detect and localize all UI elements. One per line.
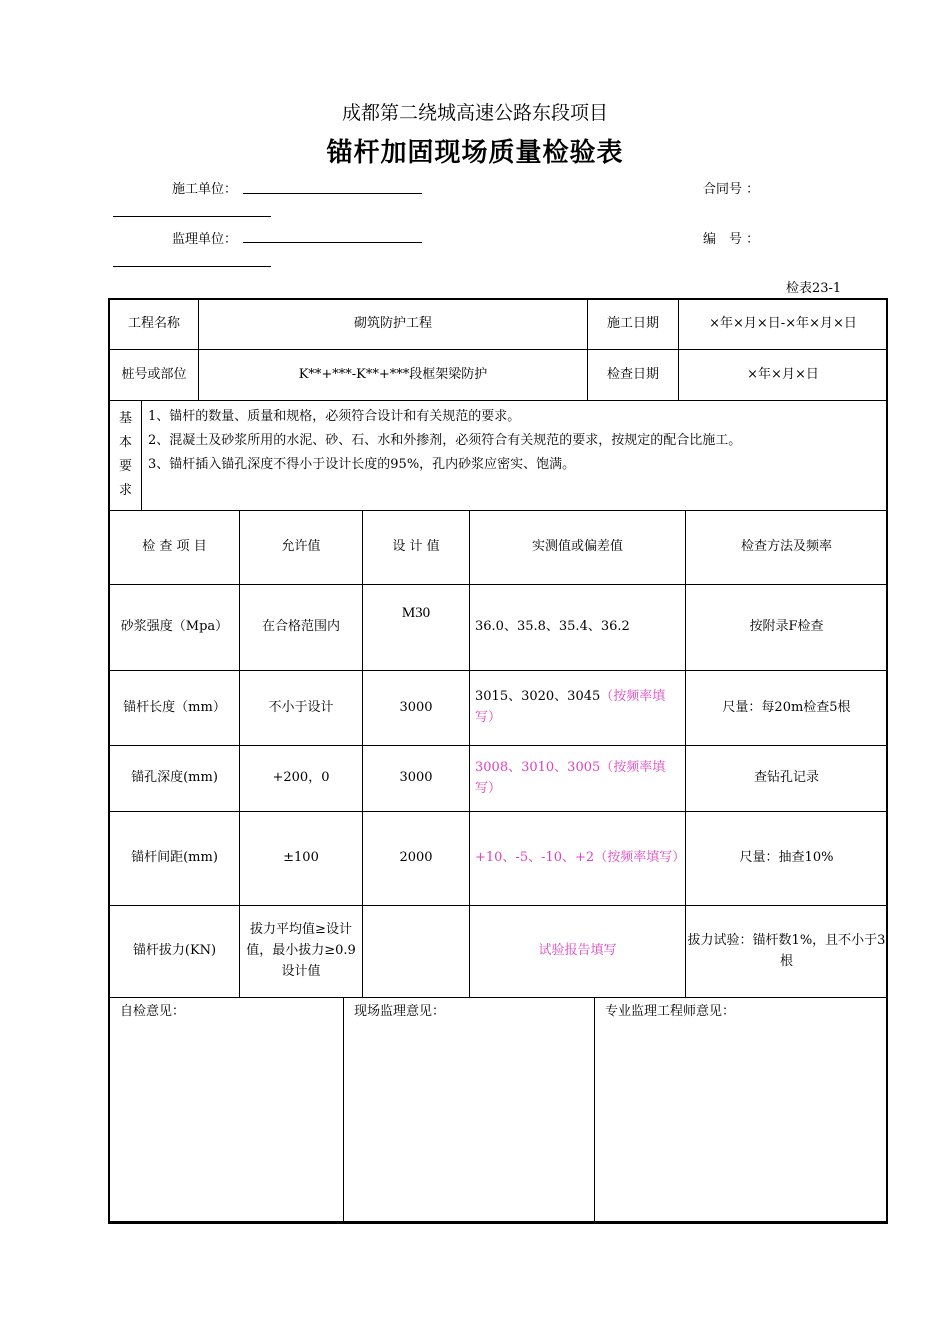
form-number: 检表23-1 <box>786 281 842 296</box>
measured-cell <box>470 746 686 812</box>
table-row <box>110 746 888 812</box>
table-row <box>110 671 888 746</box>
station-label: 桩号或部位 <box>110 350 199 401</box>
header-measured: 实测值或偏差值 <box>470 511 686 585</box>
method-cell: 拔力试验：锚杆数1%，且不小于3根 <box>686 906 888 998</box>
requirement-item: 2、混凝土及砂浆所用的水泥、砂、石、水和外掺剂，必须符合有关规范的要求，按规定的配合比施工。 <box>148 433 742 448</box>
measured-note: （按频率填写） <box>475 689 666 725</box>
req-side-char: 求 <box>118 483 132 498</box>
project-name-label: 工程名称 <box>110 300 199 350</box>
project-name-value: 砌筑防护工程 <box>199 300 588 350</box>
requirement-item: 1、锚杆的数量、质量和规格，必须符合设计和有关规范的要求。 <box>148 409 521 424</box>
measured-values: 36.0、35.8、35.4、36.2 <box>475 619 630 635</box>
table-row <box>110 585 888 671</box>
site-supervision-opinion[interactable]: 现场监理意见： <box>344 998 595 1222</box>
measured-cell <box>470 906 686 998</box>
opinions-table <box>109 997 888 1222</box>
measured-cell <box>470 585 686 671</box>
allowed-cell: 在合格范围内 <box>240 585 363 671</box>
requirements-side-label <box>110 401 142 511</box>
construction-unit-label: 施工单位： <box>172 182 238 197</box>
supervision-unit-label: 监理单位： <box>172 232 238 247</box>
requirements-list <box>142 401 888 511</box>
method-cell: 尺量：抽查10% <box>686 812 888 906</box>
item-cell: 砂浆强度（Mpa） <box>110 585 240 671</box>
table-row <box>110 812 888 906</box>
contract-no-label: 合同号 ： <box>703 182 760 197</box>
project-subtitle: 成都第二绕城高速公路东段项目 <box>341 102 608 124</box>
info-table <box>109 299 888 401</box>
design-cell: 3000 <box>363 746 470 812</box>
requirements-table <box>109 400 888 511</box>
method-cell: 尺量：每20m检查5根 <box>686 671 888 746</box>
form-title: 锚杆加固现场质量检验表 <box>326 138 624 168</box>
measured-cell <box>470 671 686 746</box>
design-cell <box>363 906 470 998</box>
measured-note: +10、-5、-10、+2（按频率填写） <box>475 850 686 866</box>
allowed-cell: ±100 <box>240 812 363 906</box>
contract-no-field[interactable] <box>113 216 271 217</box>
item-cell: 锚杆拔力(KN) <box>110 906 240 998</box>
measured-values: 3015、3020、3045 <box>475 689 601 705</box>
method-cell: 查钻孔记录 <box>686 746 888 812</box>
method-cell: 按附录F检查 <box>686 585 888 671</box>
allowed-cell: 拔力平均值≥设计值，最小拔力≥0.9设计值 <box>240 906 363 998</box>
req-side-char: 本 <box>118 435 132 450</box>
item-cell: 锚孔深度(mm) <box>110 746 240 812</box>
station-value: K**+***-K**+***段框架梁防护 <box>199 350 588 401</box>
professional-supervision-opinion[interactable]: 专业监理工程师意见： <box>595 998 888 1222</box>
self-check-opinion[interactable]: 自检意见： <box>110 998 344 1222</box>
serial-no-field[interactable] <box>113 266 271 267</box>
measured-note: 试验报告填写 <box>538 943 617 959</box>
table-row <box>110 906 888 998</box>
supervision-unit-field[interactable] <box>243 242 422 243</box>
construction-unit-field[interactable] <box>243 193 422 194</box>
inspection-table <box>109 510 888 998</box>
req-side-char: 基 <box>118 411 132 426</box>
allowed-cell: 不小于设计 <box>240 671 363 746</box>
requirement-item: 3、锚杆插入锚孔深度不得小于设计长度的95%，孔内砂浆应密实、饱满。 <box>148 457 576 472</box>
req-side-char: 要 <box>118 459 132 474</box>
header-method: 检查方法及频率 <box>686 511 888 585</box>
construction-date-label: 施工日期 <box>588 300 679 350</box>
item-cell: 锚杆长度（mm） <box>110 671 240 746</box>
allowed-cell: +200，0 <box>240 746 363 812</box>
table-header-row <box>110 511 888 585</box>
serial-no-label: 编 号 ： <box>703 232 760 247</box>
measured-note: 3008、3010、3005（按频率填写） <box>475 759 666 796</box>
header-item: 检 查 项 目 <box>110 511 240 585</box>
inspection-date-label: 检查日期 <box>588 350 679 401</box>
design-cell: M30 <box>363 585 470 671</box>
item-cell: 锚杆间距(mm) <box>110 812 240 906</box>
header-design: 设 计 值 <box>363 511 470 585</box>
header-allowed: 允许值 <box>240 511 363 585</box>
inspection-date-value: ×年×月×日 <box>679 350 888 401</box>
design-cell: 2000 <box>363 812 470 906</box>
design-cell: 3000 <box>363 671 470 746</box>
measured-cell <box>470 812 686 906</box>
construction-date-value: ×年×月×日-×年×月×日 <box>679 300 888 350</box>
